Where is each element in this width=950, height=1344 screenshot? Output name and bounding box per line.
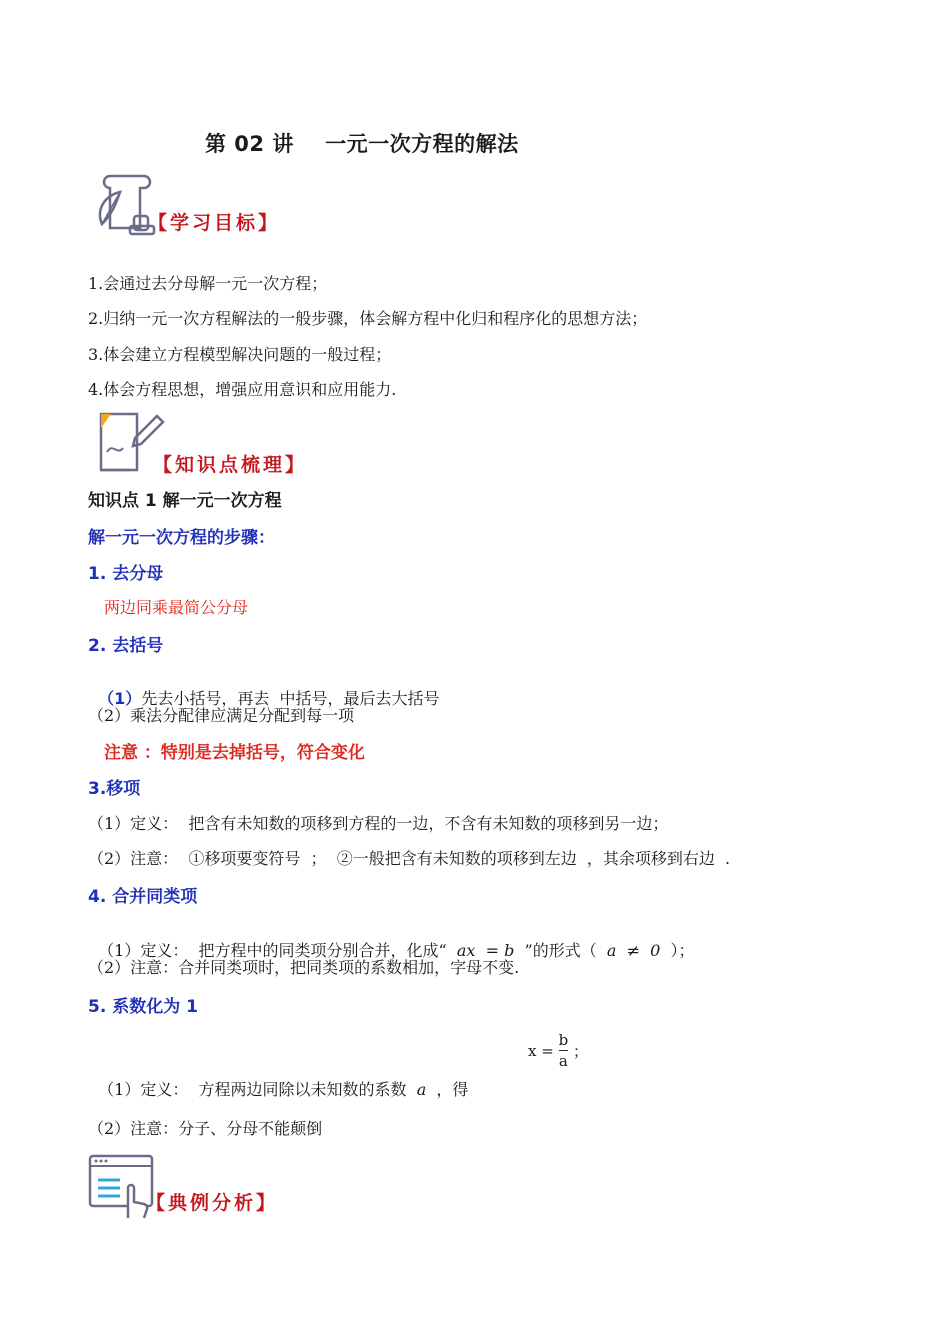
knowledge-badge	[95, 408, 325, 478]
step2-attention: 注意 ：特别是去掉括号，符合变化	[104, 743, 365, 763]
step5-item1-mid: ，得	[436, 1080, 469, 1099]
step4-item2: （2）注意：合并同类项时，把同类项的系数相加，字母不变.	[88, 958, 520, 977]
step1-heading: 1. 去分母	[88, 564, 164, 584]
learning-goals-badge	[90, 172, 290, 240]
fraction	[559, 1030, 569, 1072]
examples-badge	[88, 1152, 318, 1224]
step5-heading: 5. 系数化为 1	[88, 997, 198, 1017]
condition-a-nonzero: a ≠ 0	[606, 941, 661, 960]
coefficient-var: a	[416, 1080, 427, 1099]
step2-heading: 2. 去括号	[88, 636, 164, 656]
knowledge-label: 【知识点梳理】	[153, 454, 308, 476]
goal-item: 4.体会方程思想，增强应用意识和应用能力.	[88, 380, 397, 399]
step4-item1-mid: ”的形式（	[524, 941, 597, 960]
fraction-numerator: b	[558, 1031, 569, 1049]
fraction-post: ；	[572, 1042, 588, 1061]
goal-item: 3.体会建立方程模型解决问题的一般过程；	[88, 345, 392, 364]
steps-heading: 解一元一次方程的步骤：	[88, 528, 275, 548]
knowledge-point-title: 知识点 1 解一元一次方程	[88, 491, 282, 511]
step5-item1	[88, 1058, 468, 1100]
step3-heading: 3.移项	[88, 779, 141, 799]
goal-item: 2.归纳一元一次方程解法的一般步骤，体会解方程中化归和程序化的思想方法；	[88, 309, 648, 328]
step3-item1: （1）定义： 把含有未知数的项移到方程的一边，不含有未知数的项移到另一边；	[88, 814, 669, 833]
page-title: 第 02 讲 一元一次方程的解法	[205, 132, 519, 156]
step5-item1-pre: （1）定义： 方程两边同除以未知数的系数	[98, 1080, 407, 1099]
equation-ax-b: ax = b	[456, 941, 515, 960]
step1-note: 两边同乘最简公分母	[104, 598, 249, 617]
goal-item: 1.会通过去分母解一元一次方程；	[88, 274, 328, 293]
step5-item2: （2）注意：分子、分母不能颠倒	[88, 1119, 323, 1138]
step2-item1-prefix: （1）	[98, 689, 142, 708]
step4-heading: 4. 合并同类项	[88, 887, 198, 907]
learning-goals-label: 【学习目标】	[148, 212, 281, 234]
step2-item1-text: 先去小括号，再去 中括号，最后去大括号	[141, 689, 440, 708]
step3-item2: （2）注意： ①移项要变符号 ； ②一般把含有未知数的项移到左边 ，其余项移到右边 .	[88, 849, 731, 868]
step2-item2: （2）乘法分配律应满足分配到每一项	[88, 706, 355, 725]
fraction-formula	[528, 1030, 588, 1072]
step4-item1-pre: （1）定义： 把方程中的同类项分别合并，化成“	[98, 941, 447, 960]
fraction-denominator: a	[558, 1052, 568, 1071]
fraction-lhs: x =	[528, 1041, 554, 1060]
step4-item1-post: ）；	[670, 941, 695, 960]
examples-label: 【典例分析】	[146, 1192, 279, 1214]
